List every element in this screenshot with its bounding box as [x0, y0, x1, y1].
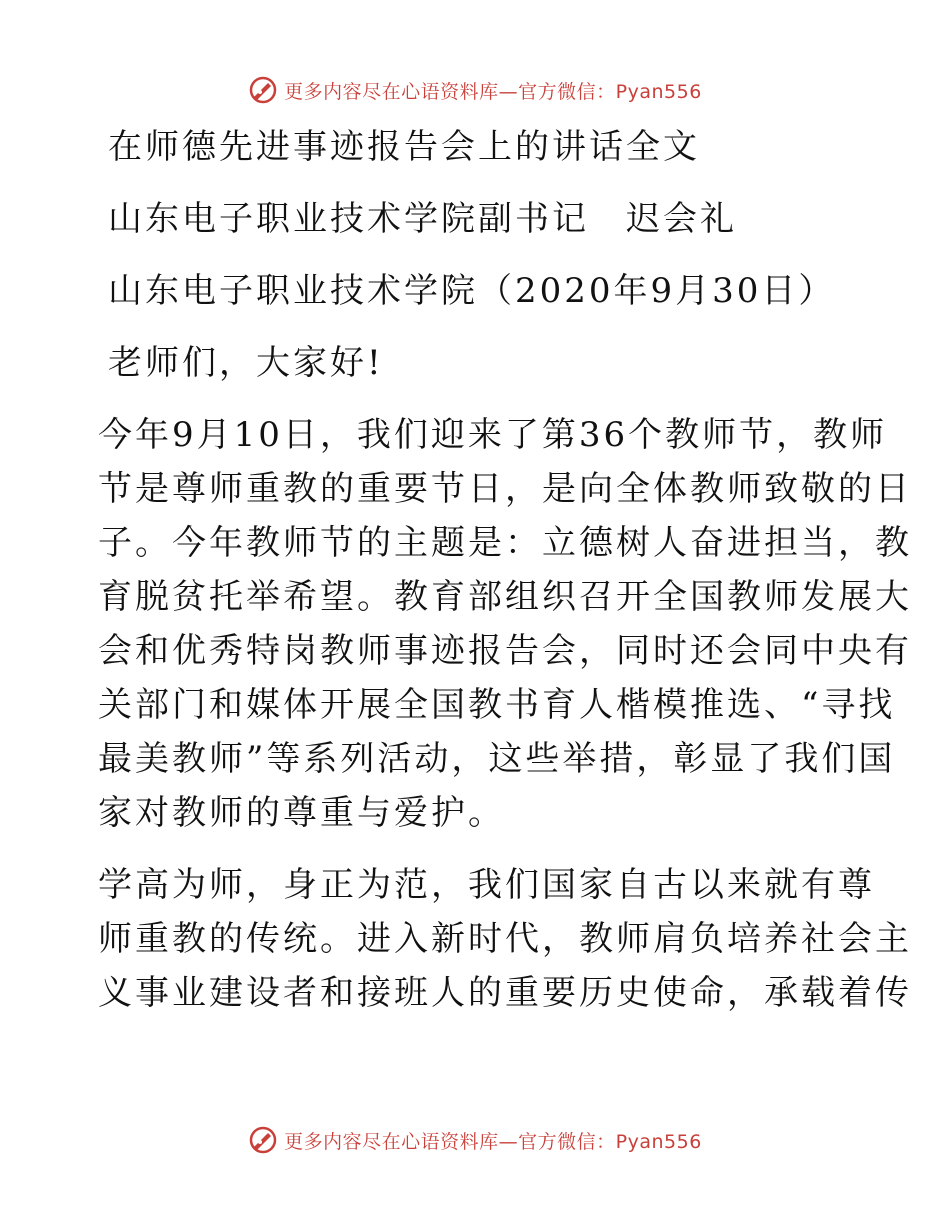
greeting-line: 老师们，大家好! — [108, 343, 384, 383]
paragraph-2 — [98, 858, 912, 1020]
paragraph-line: 最美教师”等系列活动，这些举措，彰显了我们国 — [98, 739, 896, 779]
watermark-text: 更多内容尽在心语资料库—官方微信：Pyan556 — [284, 1130, 702, 1153]
paragraph-line: 学高为师，身正为范，我们国家自古以来就有尊 — [98, 865, 875, 905]
watermark-text: 更多内容尽在心语资料库—官方微信：Pyan556 — [284, 80, 702, 103]
header-watermark-banner — [0, 70, 950, 110]
paragraph-line: 子。今年教师节的主题是：立德树人奋进担当，教 — [98, 523, 912, 563]
paragraph-line: 师重教的传统。进入新时代，教师肩负培养社会主 — [98, 919, 912, 959]
document-body — [98, 120, 912, 1020]
paragraph-line: 义事业建设者和接班人的重要历史使命，承载着传 — [98, 973, 912, 1013]
paragraph-line: 关部门和媒体开展全国教书育人楷模推选、“寻找 — [98, 685, 896, 725]
footer-watermark-banner — [0, 1120, 950, 1160]
document-title: 在师德先进事迹报告会上的讲话全文 — [108, 127, 700, 167]
paragraph-line: 节是尊师重教的重要节日，是向全体教师致敬的日 — [98, 469, 912, 509]
pen-circle-logo-icon — [248, 75, 278, 105]
paragraph-line: 会和优秀特岗教师事迹报告会，同时还会同中央有 — [98, 631, 912, 671]
paragraph-line: 家对教师的尊重与爱护。 — [98, 793, 505, 833]
paragraph-line: 育脱贫托举希望。教育部组织召开全国教师发展大 — [98, 577, 912, 617]
paragraph-1 — [98, 408, 912, 840]
venue-date-line: 山东电子职业技术学院（2020年9月30日） — [108, 271, 836, 311]
speaker-line: 山东电子职业技术学院副书记 迟会礼 — [108, 199, 737, 239]
pen-circle-logo-icon — [248, 1125, 278, 1155]
paragraph-line: 今年9月10日，我们迎来了第36个教师节，教师 — [98, 415, 888, 455]
